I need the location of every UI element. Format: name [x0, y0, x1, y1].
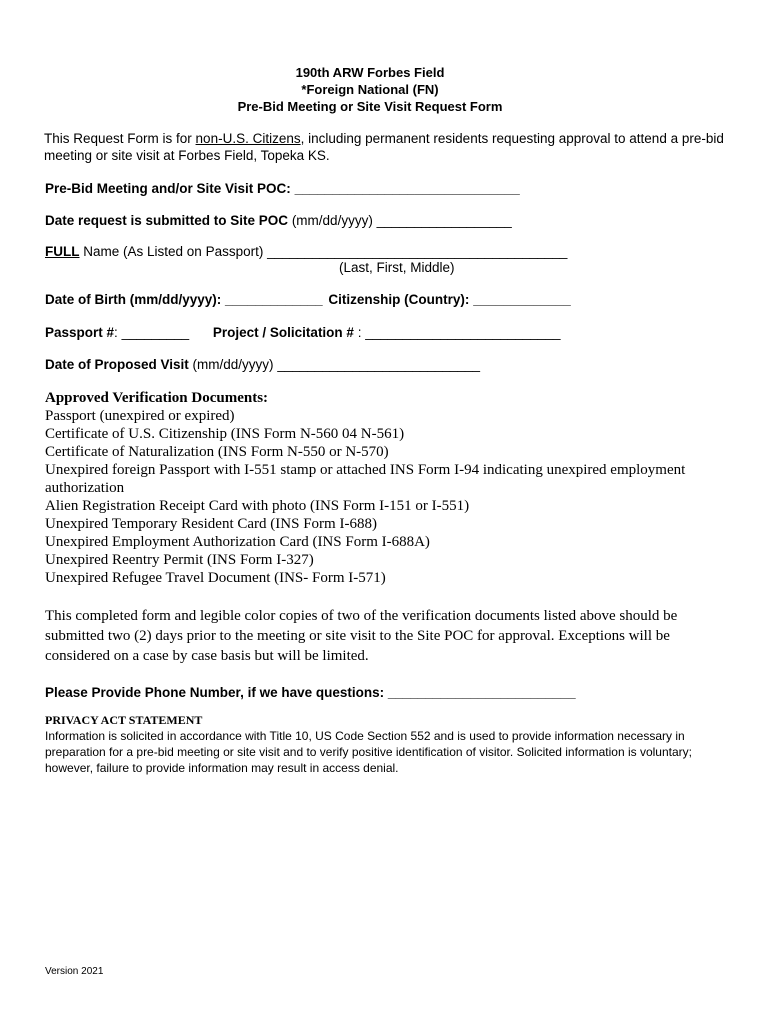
full-name-field — [45, 243, 567, 260]
poc-blank[interactable]: ______________________________ — [294, 181, 520, 196]
intro-prefix: This Request Form is for — [44, 131, 196, 146]
citizenship-label: Citizenship (Country): — [328, 292, 470, 307]
project-blank[interactable]: __________________________ — [365, 325, 561, 340]
privacy-act-text: Information is solicited in accordance with Title 10, US Code Section 552 and is used to provide information necessary in preparation for a pre-bid meeting or site visit and to verify positive identification of visitor. Solicited information is voluntary; however, failure to provide information may result in access denial. — [45, 729, 692, 775]
proposed-visit-field — [45, 356, 480, 373]
verification-item: Alien Registration Receipt Card with photo (INS Form I-151 or I-551) — [45, 498, 470, 514]
submitted-date-field — [45, 212, 512, 229]
verification-item: Unexpired Employment Authorization Card (INS Form I-688A) — [45, 534, 430, 550]
project-label: Project / Solicitation # — [212, 325, 354, 340]
intro-suffix: , including permanent residents requesting approval to attend a pre-bid meeting or site visit at Forbes Field, Topeka KS. — [44, 131, 724, 163]
privacy-act-heading: PRIVACY ACT STATEMENT — [45, 713, 203, 727]
dob-blank[interactable]: _____________ — [225, 292, 323, 307]
poc-label: Pre-Bid Meeting and/or Site Visit POC: — [45, 181, 291, 196]
citizenship-blank[interactable]: _____________ — [473, 292, 571, 307]
verification-item: Unexpired Temporary Resident Card (INS Form I-688) — [45, 516, 377, 532]
full-name-blank[interactable]: ________________________________________ — [267, 244, 568, 259]
verification-item: Passport (unexpired or expired) — [45, 408, 235, 424]
submitted-date-label: Date request is submitted to Site POC — [45, 213, 289, 228]
intro-highlight: non-U.S. Citizens — [195, 131, 301, 146]
passport-project-row — [45, 324, 560, 341]
title-line-form-name: Pre-Bid Meeting or Site Visit Request Form — [237, 99, 503, 114]
verification-documents — [45, 389, 725, 587]
phone-field — [45, 684, 576, 701]
verification-item: Certificate of Naturalization (INS Form N-550 or N-570) — [45, 444, 389, 460]
passport-colon: : — [114, 325, 118, 340]
visit-label: Date of Proposed Visit — [45, 357, 189, 372]
title-line-unit: 190th ARW Forbes Field — [295, 65, 445, 80]
dob-label: Date of Birth (mm/dd/yyyy): — [45, 292, 222, 307]
passport-label: Passport # — [45, 325, 115, 340]
submitted-date-blank[interactable]: __________________ — [376, 213, 512, 228]
verification-item: Certificate of U.S. Citizenship (INS Form N-560 04 N-561) — [45, 426, 405, 442]
visit-blank[interactable]: ___________________________ — [277, 357, 481, 372]
version-label: Version 2021 — [45, 966, 104, 977]
verification-item: Unexpired Refugee Travel Document (INS- Form I-571) — [45, 570, 386, 586]
passport-blank[interactable]: _________ — [121, 325, 190, 340]
dob-citizenship-row — [45, 291, 571, 308]
full-name-emphasis: FULL — [45, 244, 80, 259]
intro-paragraph — [44, 130, 734, 164]
full-name-label: Name (As Listed on Passport) — [83, 244, 264, 259]
project-colon: : — [357, 325, 362, 340]
submitted-date-format: (mm/dd/yyyy) — [291, 213, 373, 228]
phone-label: Please Provide Phone Number, if we have questions: — [45, 685, 385, 700]
submission-instructions: This completed form and legible color copies of two of the verification documents listed above should be submitted two (2) days prior to the meeting or site visit to the Site POC for approval. Exceptions will be considered on a case by case basis but will be limited. — [45, 608, 678, 664]
poc-field — [45, 180, 520, 197]
verification-item: Unexpired foreign Passport with I-551 stamp or attached INS Form I-94 indicating unexpired employment authorization — [45, 462, 686, 496]
form-title — [0, 64, 740, 115]
visit-format: (mm/dd/yyyy) — [192, 357, 274, 372]
verification-item: Unexpired Reentry Permit (INS Form I-327) — [45, 552, 314, 568]
title-line-foreign-national: *Foreign National (FN) — [301, 82, 439, 97]
verification-heading: Approved Verification Documents: — [45, 390, 269, 406]
full-name-caption: (Last, First, Middle) — [339, 260, 455, 275]
phone-blank[interactable]: _________________________ — [387, 685, 576, 700]
